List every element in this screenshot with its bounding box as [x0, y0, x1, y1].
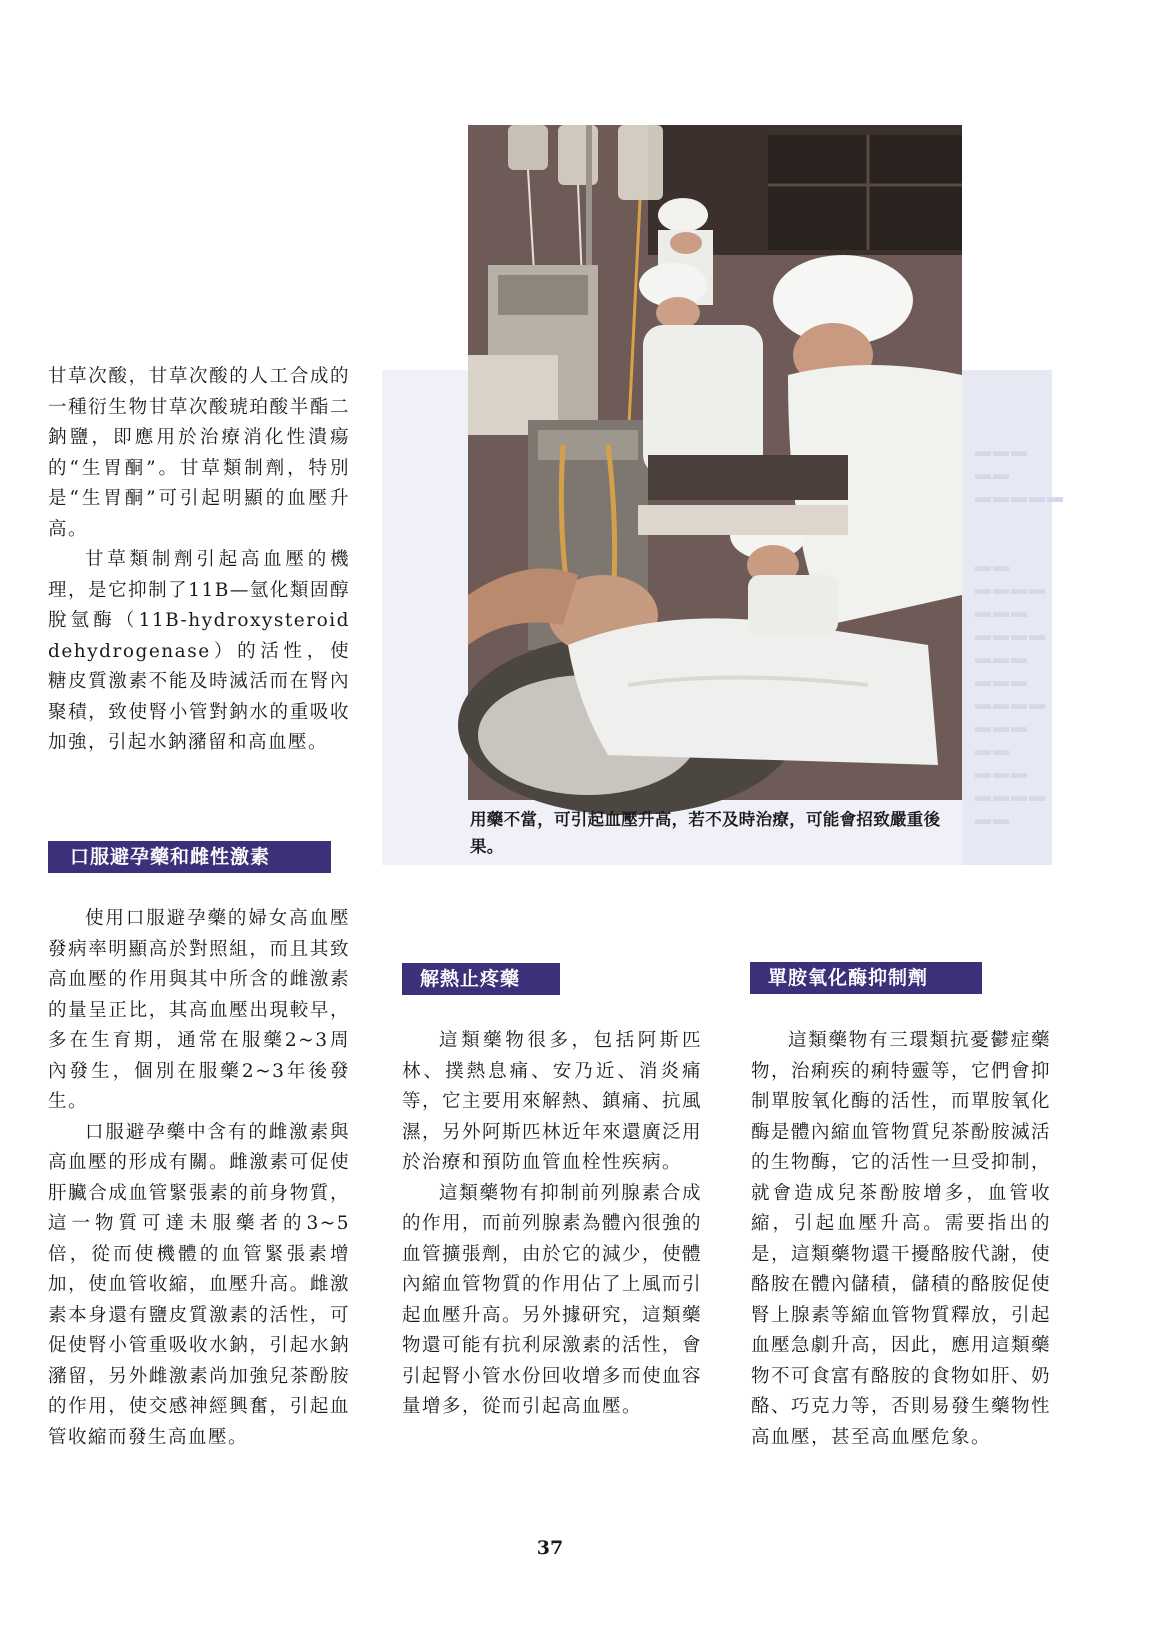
- body-paragraph: 甘草次酸，甘草次酸的人工合成的一種衍生物甘草次酸琥珀酸半酯二鈉鹽，即應用於治療消化性潰瘍的“生胃酮”。甘草類制劑，特別是“生胃酮”可引起明顯的血壓升高。: [48, 366, 350, 540]
- page-number: 37: [536, 1537, 564, 1559]
- body-paragraph: 口服避孕藥中含有的雌激素與高血壓的形成有關。雌激素可促使肝臟合成血管緊張素的前身物質，這一物質可達未服藥者的3~5倍，從而使機體的血管緊張素增加，使血管收縮，血壓升高。雌激素本身還有鹽皮質激素的活性，可促使腎小管重吸收水鈉，引起水鈉瀦留，另外雌激素尚加強兒茶酚胺的作用，使交感神經興奮，引起血管收縮而發生高血壓。: [48, 1121, 350, 1448]
- body-paragraph: 使用口服避孕藥的婦女高血壓發病率明顯高於對照組，而且其致高血壓的作用與其中所含的雌激素的量呈正比，其高血壓出現較早，多在生育期，通常在服藥2~3周內發生，個別在服藥2~3年後發生。: [48, 908, 350, 1112]
- section-heading-antipyretics: 解熱止疼藥: [402, 963, 560, 995]
- left-column: [48, 362, 350, 759]
- hospital-scene-illustration: [468, 125, 962, 800]
- hospital-photo: [468, 125, 962, 800]
- left-column-section: [48, 904, 350, 1453]
- right-column: [751, 1026, 1051, 1453]
- photo-caption: 用藥不當，可引起血壓升高，若不及時治療，可能會招致嚴重後果。: [470, 810, 941, 856]
- body-paragraph: 這類藥物很多，包括阿斯匹林、撲熱息痛、安乃近、消炎痛等，它主要用來解熱、鎮痛、抗風濕，另外阿斯匹林近年來還廣泛用於治療和預防血管血栓性疾病。: [402, 1030, 703, 1173]
- middle-column: [402, 1026, 702, 1423]
- body-paragraph: 甘草類制劑引起高血壓的機理，是它抑制了11B—氫化類固醇脫氫酶（11B-hydroxysteroid dehydrogenase）的活性，使糖皮質激素不能及時滅活而在腎內聚積，致使腎小管對鈉水的重吸收加強，引起水鈉瀦留和高血壓。: [48, 549, 350, 753]
- section-heading-oral-contraceptives: 口服避孕藥和雌性激素: [48, 841, 331, 873]
- body-paragraph: 這類藥物有抑制前列腺素合成的作用，而前列腺素為體內很強的血管擴張劑，由於它的減少，使體內縮血管物質的作用佔了上風而引起血壓升高。另外據研究，這類藥物還可能有抗利尿激素的活性，會引起腎小管水份回收增多而使血容量增多，從而引起高血壓。: [402, 1182, 703, 1417]
- section-heading-mao-inhibitors: 單胺氧化酶抑制劑: [750, 962, 982, 994]
- body-paragraph: 這類藥物有三環類抗憂鬱症藥物，治痢疾的痢特靈等，它們會抑制單胺氧化酶的活性，而單胺氧化酶是體內縮血管物質兒茶酚胺滅活的生物酶，它的活性一旦受抑制，就會造成兒茶酚胺增多，血管收縮，引起血壓升高。需要指出的是，這類藥物還干擾酪胺代謝，使酪胺在體內儲積，儲積的酪胺促使腎上腺素等縮血管物質釋放，引起血壓急劇升高，因此，應用這類藥物不可食富有酪胺的食物如肝、奶酪、巧克力等，否則易發生藥物性高血壓，甚至高血壓危象。: [751, 1030, 1052, 1448]
- bleed-through-text: ▬▬▬ ▬▬ ▬▬▬▬▬ ▬▬ ▬▬▬▬ ▬▬▬ ▬▬▬▬ ▬▬▬ ▬▬▬ ▬▬▬▬ ▬▬▬ ▬▬ ▬▬▬ ▬▬▬▬ ▬▬: [975, 443, 1065, 828]
